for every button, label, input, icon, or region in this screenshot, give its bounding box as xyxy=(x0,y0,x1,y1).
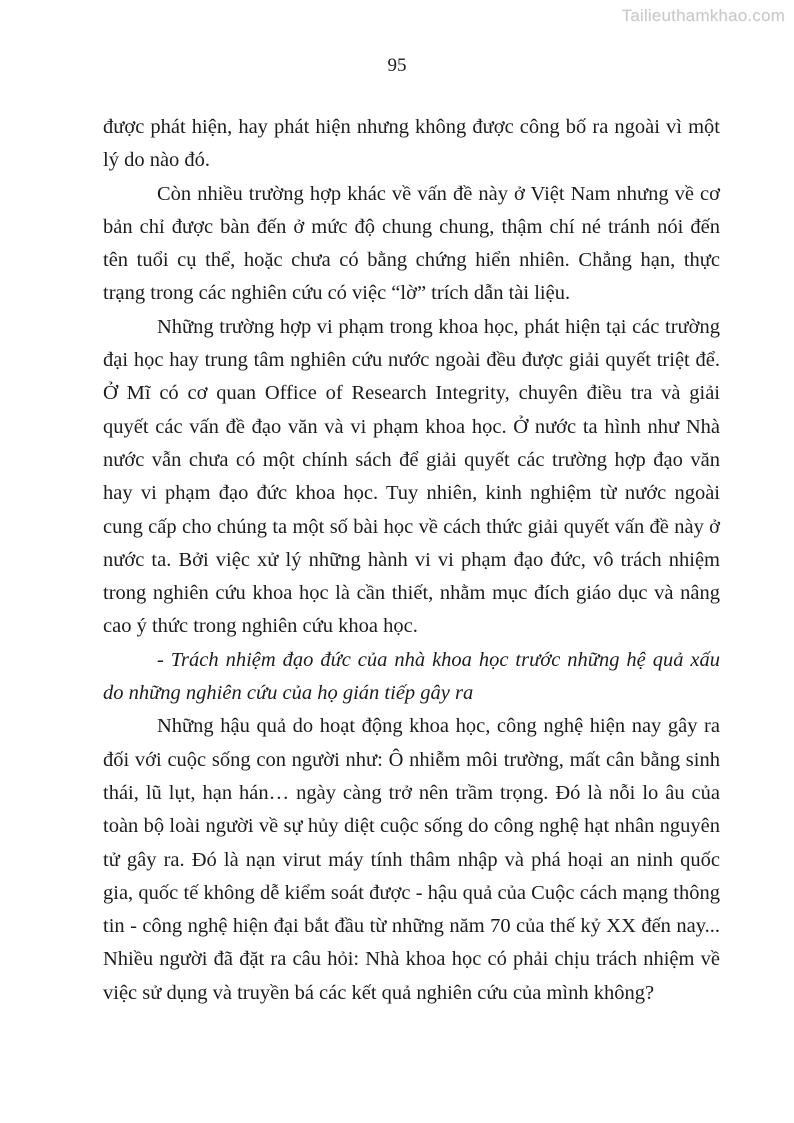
paragraph: được phát hiện, hay phát hiện nhưng không được công bố ra ngoài vì một lý do nào đó. xyxy=(103,116,720,172)
document-body xyxy=(103,111,720,1010)
paragraph: - Trách nhiệm đạo đức của nhà khoa học trước những hệ quả xấu do những nghiên cứu của họ gián tiếp gây ra xyxy=(103,648,720,705)
paragraph: Những trường hợp vi phạm trong khoa học, phát hiện tại các trường đại học hay trung tâm nghiên cứu nước ngoài đều được giải quyết triệt để. Ở Mĩ có cơ quan Office of Research Integrity, chuyên điều tra và giải quyết các vấn đề đạo văn và vi phạm khoa học. Ở nước ta hình như Nhà nước vẫn chưa có một chính sách để giải quyết các trường hợp đạo văn hay vi phạm đạo đức khoa học. Tuy nhiên, kinh nghiệm từ nước ngoài cung cấp cho chúng ta một số bài học về cách thức giải quyết vấn đề này ở nước ta. Bởi việc xử lý những hành vi vi phạm đạo đức, vô trách nhiệm trong nghiên cứu khoa học là cần thiết, nhằm mục đích giáo dục và nâng cao ý thức trong nghiên cứu khoa học. xyxy=(103,315,720,638)
page-number: 95 xyxy=(387,55,407,76)
paragraph: Còn nhiều trường hợp khác về vấn đề này ở Việt Nam nhưng về cơ bản chỉ được bàn đến ở mức độ chung chung, thậm chí né tránh nói đến tên tuổi cụ thể, hoặc chưa có bằng chứng hiển nhiên. Chẳng hạn, thực trạng trong các nghiên cứu có việc “lờ” trích dẫn tài liệu. xyxy=(103,182,720,305)
watermark-text: Tailieuthamkhao.com xyxy=(621,6,785,25)
paragraph: Những hậu quả do hoạt động khoa học, công nghệ hiện nay gây ra đối với cuộc sống con người như: Ô nhiễm môi trường, mất cân bằng sinh thái, lũ lụt, hạn hán… ngày càng trở nên trầm trọng. Đó là nỗi lo âu của toàn bộ loài người về sự hủy diệt cuộc sống do công nghệ hạt nhân nguyên tử gây ra. Đó là nạn virut máy tính thâm nhập và phá hoại an ninh quốc gia, quốc tế không dễ kiểm soát được - hậu quả của Cuộc cách mạng thông tin - công nghệ hiện đại bắt đầu từ những năm 70 của thế kỷ XX đến nay... Nhiều người đã đặt ra câu hỏi: Nhà khoa học có phải chịu trách nhiệm về việc sử dụng và truyền bá các kết quả nghiên cứu của mình không? xyxy=(103,715,720,1004)
